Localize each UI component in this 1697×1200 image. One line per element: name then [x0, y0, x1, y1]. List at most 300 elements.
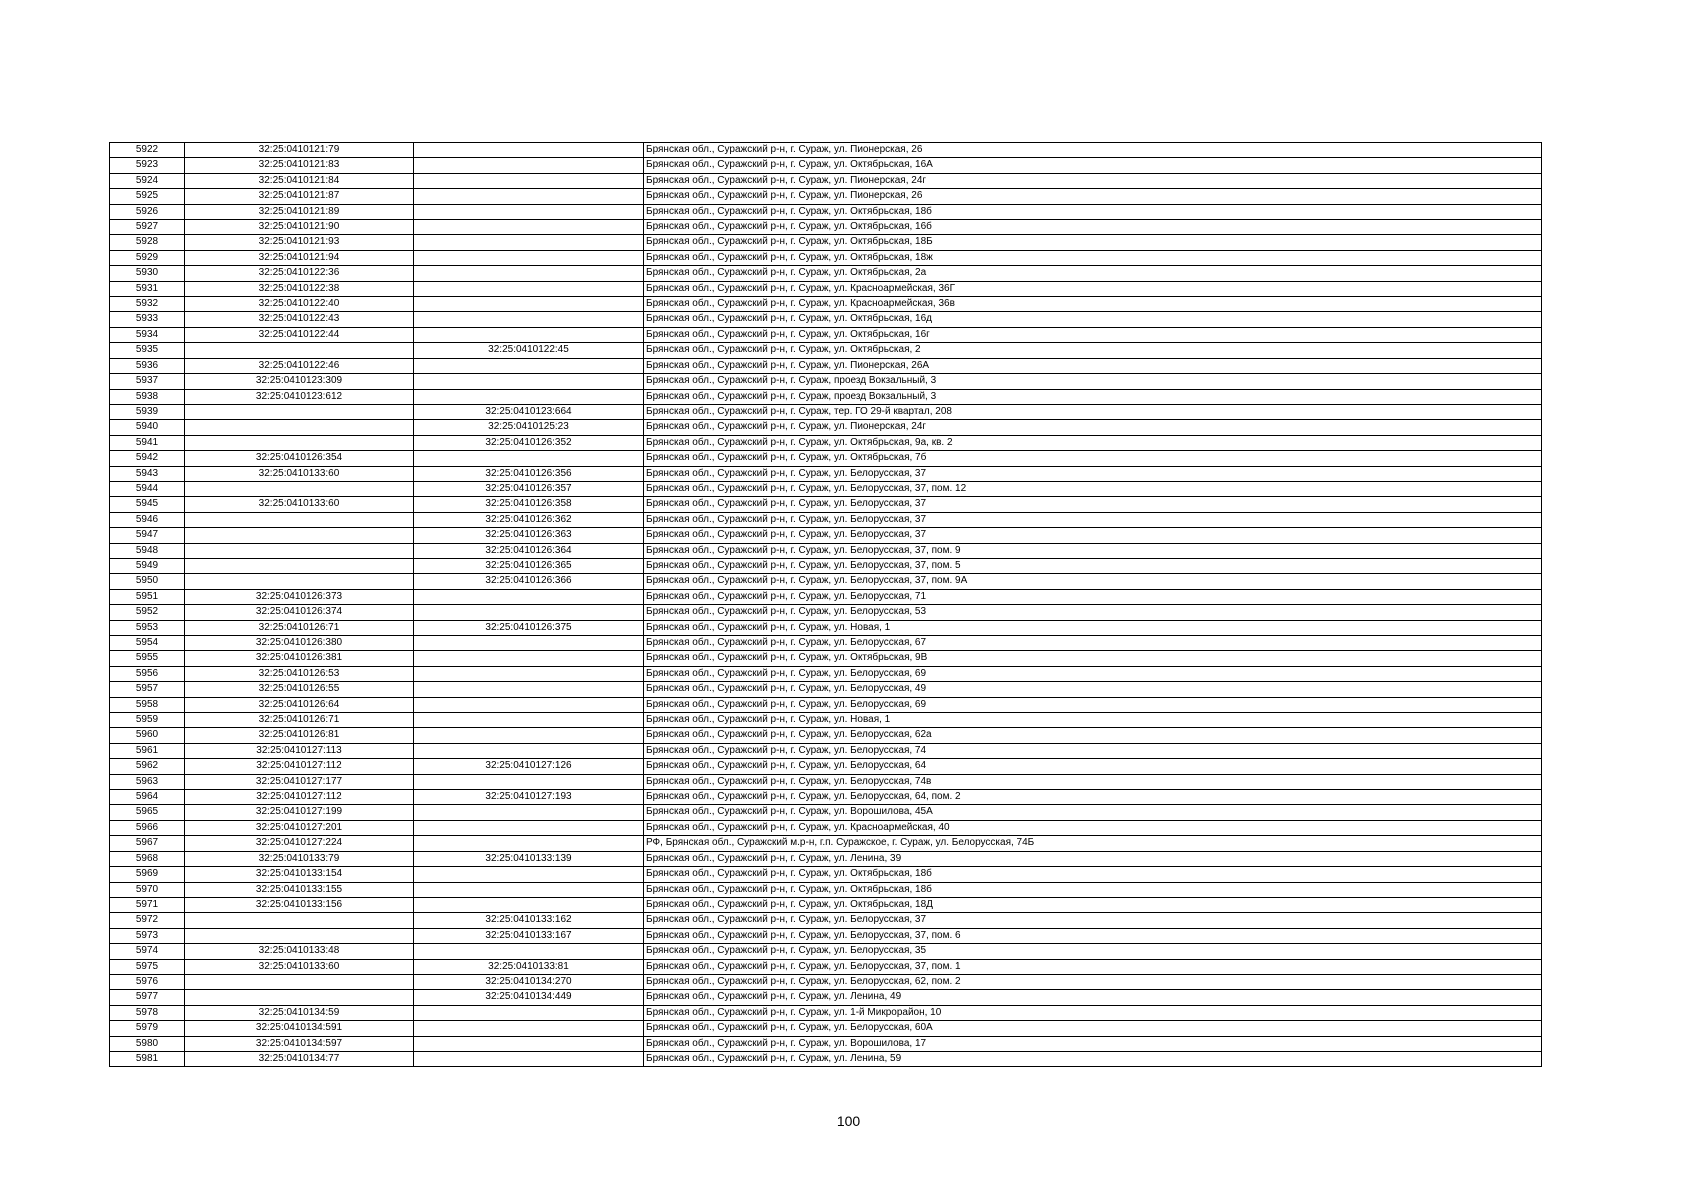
table-row — [110, 805, 1542, 820]
cadastral-number-cell: 32:25:0410121:93 — [185, 235, 414, 250]
cadastral-number-cell: 32:25:0410127:199 — [185, 805, 414, 820]
linked-cadastral-number-cell — [414, 250, 644, 265]
cadastral-number-cell — [185, 420, 414, 435]
cadastral-number-cell — [185, 435, 414, 450]
table-row — [110, 158, 1542, 173]
table-row — [110, 543, 1542, 558]
table-row — [110, 481, 1542, 496]
row-number-cell: 5937 — [110, 374, 185, 389]
linked-cadastral-number-cell: 32:25:0410126:357 — [414, 481, 644, 496]
address-cell: Брянская обл., Суражский р-н, г. Сураж, ул. Ленина, 49 — [644, 990, 1542, 1005]
table-row — [110, 1036, 1542, 1051]
linked-cadastral-number-cell: 32:25:0410126:356 — [414, 466, 644, 481]
table-row — [110, 759, 1542, 774]
table-body — [110, 143, 1542, 1067]
table-row — [110, 374, 1542, 389]
linked-cadastral-number-cell: 32:25:0410123:664 — [414, 404, 644, 419]
linked-cadastral-number-cell: 32:25:0410126:362 — [414, 512, 644, 527]
linked-cadastral-number-cell — [414, 697, 644, 712]
row-number-cell: 5929 — [110, 250, 185, 265]
linked-cadastral-number-cell — [414, 774, 644, 789]
row-number-cell: 5946 — [110, 512, 185, 527]
row-number-cell: 5956 — [110, 666, 185, 681]
linked-cadastral-number-cell: 32:25:0410126:366 — [414, 574, 644, 589]
address-cell: Брянская обл., Суражский р-н, г. Сураж, ул. Ленина, 59 — [644, 1051, 1542, 1066]
address-cell: Брянская обл., Суражский р-н, г. Сураж, ул. Белорусская, 64 — [644, 759, 1542, 774]
address-cell: Брянская обл., Суражский р-н, г. Сураж, ул. 1-й Микрорайон, 10 — [644, 1005, 1542, 1020]
row-number-cell: 5953 — [110, 620, 185, 635]
table-row — [110, 974, 1542, 989]
linked-cadastral-number-cell — [414, 173, 644, 188]
address-cell: Брянская обл., Суражский р-н, г. Сураж, ул. Ленина, 39 — [644, 851, 1542, 866]
row-number-cell: 5936 — [110, 358, 185, 373]
address-cell: Брянская обл., Суражский р-н, г. Сураж, ул. Белорусская, 71 — [644, 589, 1542, 604]
table-row — [110, 666, 1542, 681]
row-number-cell: 5932 — [110, 297, 185, 312]
linked-cadastral-number-cell: 32:25:0410126:375 — [414, 620, 644, 635]
table-row — [110, 343, 1542, 358]
cadastral-number-cell: 32:25:0410127:177 — [185, 774, 414, 789]
address-cell: Брянская обл., Суражский р-н, г. Сураж, ул. Белорусская, 37 — [644, 528, 1542, 543]
cadastral-number-cell — [185, 913, 414, 928]
row-number-cell: 5971 — [110, 897, 185, 912]
table-row — [110, 959, 1542, 974]
cadastral-number-cell — [185, 404, 414, 419]
linked-cadastral-number-cell: 32:25:0410122:45 — [414, 343, 644, 358]
table-row — [110, 173, 1542, 188]
linked-cadastral-number-cell — [414, 805, 644, 820]
address-cell: Брянская обл., Суражский р-н, г. Сураж, ул. Белорусская, 74в — [644, 774, 1542, 789]
cadastral-number-cell: 32:25:0410133:154 — [185, 867, 414, 882]
address-cell: Брянская обл., Суражский р-н, г. Сураж, ул. Белорусская, 62а — [644, 728, 1542, 743]
table-row — [110, 867, 1542, 882]
row-number-cell: 5951 — [110, 589, 185, 604]
address-cell: Брянская обл., Суражский р-н, г. Сураж, тер. ГО 29-й квартал, 208 — [644, 404, 1542, 419]
linked-cadastral-number-cell: 32:25:0410126:365 — [414, 558, 644, 573]
table-row — [110, 990, 1542, 1005]
table-row — [110, 913, 1542, 928]
table-row — [110, 528, 1542, 543]
row-number-cell: 5980 — [110, 1036, 185, 1051]
table-row — [110, 774, 1542, 789]
address-cell: Брянская обл., Суражский р-н, г. Сураж, ул. Белорусская, 37, пом. 9 — [644, 543, 1542, 558]
row-number-cell: 5981 — [110, 1051, 185, 1066]
linked-cadastral-number-cell — [414, 189, 644, 204]
row-number-cell: 5924 — [110, 173, 185, 188]
cadastral-number-cell: 32:25:0410121:90 — [185, 220, 414, 235]
address-cell: Брянская обл., Суражский р-н, г. Сураж, ул. Белорусская, 69 — [644, 697, 1542, 712]
row-number-cell: 5968 — [110, 851, 185, 866]
table-row — [110, 944, 1542, 959]
address-cell: Брянская обл., Суражский р-н, г. Сураж, ул. Пионерская, 26 — [644, 189, 1542, 204]
linked-cadastral-number-cell — [414, 266, 644, 281]
row-number-cell: 5972 — [110, 913, 185, 928]
table-row — [110, 1021, 1542, 1036]
linked-cadastral-number-cell: 32:25:0410125:23 — [414, 420, 644, 435]
table-row — [110, 743, 1542, 758]
address-cell: Брянская обл., Суражский р-н, г. Сураж, ул. Белорусская, 35 — [644, 944, 1542, 959]
linked-cadastral-number-cell: 32:25:0410133:139 — [414, 851, 644, 866]
linked-cadastral-number-cell: 32:25:0410133:162 — [414, 913, 644, 928]
table-row — [110, 651, 1542, 666]
table-row — [110, 682, 1542, 697]
row-number-cell: 5967 — [110, 836, 185, 851]
row-number-cell: 5977 — [110, 990, 185, 1005]
cadastral-number-cell: 32:25:0410133:79 — [185, 851, 414, 866]
address-cell: Брянская обл., Суражский р-н, г. Сураж, ул. Новая, 1 — [644, 620, 1542, 635]
table-row — [110, 235, 1542, 250]
row-number-cell: 5939 — [110, 404, 185, 419]
cadastral-number-cell — [185, 574, 414, 589]
table-row — [110, 451, 1542, 466]
address-cell: Брянская обл., Суражский р-н, г. Сураж, ул. Октябрьская, 18Д — [644, 897, 1542, 912]
cadastral-number-cell: 32:25:0410126:381 — [185, 651, 414, 666]
table-row — [110, 820, 1542, 835]
row-number-cell: 5963 — [110, 774, 185, 789]
address-cell: Брянская обл., Суражский р-н, г. Сураж, ул. Белорусская, 37, пом. 6 — [644, 928, 1542, 943]
row-number-cell: 5927 — [110, 220, 185, 235]
table-row — [110, 882, 1542, 897]
cadastral-number-cell — [185, 481, 414, 496]
address-cell: Брянская обл., Суражский р-н, г. Сураж, ул. Красноармейская, 40 — [644, 820, 1542, 835]
row-number-cell: 5945 — [110, 497, 185, 512]
cadastral-number-cell: 32:25:0410127:201 — [185, 820, 414, 835]
row-number-cell: 5926 — [110, 204, 185, 219]
cadastral-number-cell: 32:25:0410126:373 — [185, 589, 414, 604]
cadastral-registry-table — [109, 142, 1542, 1067]
cadastral-number-cell: 32:25:0410134:597 — [185, 1036, 414, 1051]
address-cell: РФ, Брянская обл., Суражский м.р-н, г.п. Суражское, г. Сураж, ул. Белорусская, 74Б — [644, 836, 1542, 851]
linked-cadastral-number-cell: 32:25:0410133:81 — [414, 959, 644, 974]
table-row — [110, 389, 1542, 404]
cadastral-number-cell: 32:25:0410122:46 — [185, 358, 414, 373]
cadastral-number-cell — [185, 928, 414, 943]
cadastral-number-cell: 32:25:0410126:354 — [185, 451, 414, 466]
address-cell: Брянская обл., Суражский р-н, г. Сураж, ул. Белорусская, 62, пом. 2 — [644, 974, 1542, 989]
linked-cadastral-number-cell — [414, 867, 644, 882]
row-number-cell: 5935 — [110, 343, 185, 358]
linked-cadastral-number-cell — [414, 235, 644, 250]
row-number-cell: 5947 — [110, 528, 185, 543]
cadastral-number-cell: 32:25:0410133:60 — [185, 959, 414, 974]
row-number-cell: 5922 — [110, 143, 185, 158]
cadastral-number-cell: 32:25:0410122:36 — [185, 266, 414, 281]
table-row — [110, 589, 1542, 604]
table-row — [110, 189, 1542, 204]
cadastral-number-cell: 32:25:0410122:40 — [185, 297, 414, 312]
address-cell: Брянская обл., Суражский р-н, г. Сураж, ул. Белорусская, 69 — [644, 666, 1542, 681]
address-cell: Брянская обл., Суражский р-н, г. Сураж, ул. Ворошилова, 17 — [644, 1036, 1542, 1051]
table-row — [110, 220, 1542, 235]
cadastral-number-cell: 32:25:0410122:43 — [185, 312, 414, 327]
address-cell: Брянская обл., Суражский р-н, г. Сураж, ул. Октябрьская, 18б — [644, 867, 1542, 882]
table-row — [110, 404, 1542, 419]
cadastral-number-cell: 32:25:0410121:83 — [185, 158, 414, 173]
row-number-cell: 5930 — [110, 266, 185, 281]
cadastral-number-cell: 32:25:0410134:59 — [185, 1005, 414, 1020]
cadastral-number-cell: 32:25:0410126:71 — [185, 620, 414, 635]
row-number-cell: 5978 — [110, 1005, 185, 1020]
row-number-cell: 5970 — [110, 882, 185, 897]
linked-cadastral-number-cell — [414, 220, 644, 235]
cadastral-number-cell: 32:25:0410121:84 — [185, 173, 414, 188]
row-number-cell: 5923 — [110, 158, 185, 173]
row-number-cell: 5957 — [110, 682, 185, 697]
linked-cadastral-number-cell: 32:25:0410134:270 — [414, 974, 644, 989]
address-cell: Брянская обл., Суражский р-н, г. Сураж, ул. Белорусская, 74 — [644, 743, 1542, 758]
table-row — [110, 697, 1542, 712]
table-row — [110, 143, 1542, 158]
cadastral-number-cell: 32:25:0410126:380 — [185, 636, 414, 651]
linked-cadastral-number-cell — [414, 389, 644, 404]
cadastral-number-cell: 32:25:0410126:71 — [185, 713, 414, 728]
linked-cadastral-number-cell — [414, 897, 644, 912]
linked-cadastral-number-cell: 32:25:0410126:352 — [414, 435, 644, 450]
linked-cadastral-number-cell — [414, 312, 644, 327]
address-cell: Брянская обл., Суражский р-н, г. Сураж, ул. Белорусская, 37 — [644, 497, 1542, 512]
address-cell: Брянская обл., Суражский р-н, г. Сураж, ул. Октябрьская, 2а — [644, 266, 1542, 281]
address-cell: Брянская обл., Суражский р-н, г. Сураж, ул. Белорусская, 67 — [644, 636, 1542, 651]
table-row — [110, 790, 1542, 805]
linked-cadastral-number-cell — [414, 743, 644, 758]
cadastral-number-cell: 32:25:0410127:112 — [185, 759, 414, 774]
cadastral-number-cell: 32:25:0410122:38 — [185, 281, 414, 296]
table-row — [110, 281, 1542, 296]
cadastral-number-cell — [185, 512, 414, 527]
cadastral-number-cell — [185, 558, 414, 573]
linked-cadastral-number-cell — [414, 944, 644, 959]
cadastral-number-cell — [185, 343, 414, 358]
linked-cadastral-number-cell — [414, 451, 644, 466]
linked-cadastral-number-cell — [414, 1051, 644, 1066]
cadastral-number-cell: 32:25:0410126:374 — [185, 605, 414, 620]
row-number-cell: 5959 — [110, 713, 185, 728]
cadastral-number-cell: 32:25:0410121:94 — [185, 250, 414, 265]
linked-cadastral-number-cell: 32:25:0410126:363 — [414, 528, 644, 543]
cadastral-number-cell: 32:25:0410126:53 — [185, 666, 414, 681]
linked-cadastral-number-cell — [414, 143, 644, 158]
row-number-cell: 5962 — [110, 759, 185, 774]
row-number-cell: 5952 — [110, 605, 185, 620]
row-number-cell: 5944 — [110, 481, 185, 496]
address-cell: Брянская обл., Суражский р-н, г. Сураж, ул. Октябрьская, 18б — [644, 204, 1542, 219]
address-cell: Брянская обл., Суражский р-н, г. Сураж, ул. Белорусская, 64, пом. 2 — [644, 790, 1542, 805]
cadastral-number-cell: 32:25:0410134:77 — [185, 1051, 414, 1066]
linked-cadastral-number-cell — [414, 713, 644, 728]
cadastral-number-cell: 32:25:0410133:156 — [185, 897, 414, 912]
table-row — [110, 250, 1542, 265]
row-number-cell: 5949 — [110, 558, 185, 573]
cadastral-number-cell: 32:25:0410133:155 — [185, 882, 414, 897]
row-number-cell: 5933 — [110, 312, 185, 327]
row-number-cell: 5938 — [110, 389, 185, 404]
cadastral-number-cell: 32:25:0410121:87 — [185, 189, 414, 204]
linked-cadastral-number-cell — [414, 728, 644, 743]
linked-cadastral-number-cell — [414, 158, 644, 173]
cadastral-number-cell: 32:25:0410122:44 — [185, 327, 414, 342]
linked-cadastral-number-cell — [414, 1021, 644, 1036]
linked-cadastral-number-cell — [414, 605, 644, 620]
row-number-cell: 5964 — [110, 790, 185, 805]
linked-cadastral-number-cell — [414, 358, 644, 373]
table-row — [110, 558, 1542, 573]
address-cell: Брянская обл., Суражский р-н, г. Сураж, ул. Октябрьская, 18ж — [644, 250, 1542, 265]
table-row — [110, 605, 1542, 620]
table-row — [110, 312, 1542, 327]
row-number-cell: 5931 — [110, 281, 185, 296]
linked-cadastral-number-cell — [414, 204, 644, 219]
cadastral-number-cell: 32:25:0410126:64 — [185, 697, 414, 712]
address-cell: Брянская обл., Суражский р-н, г. Сураж, ул. Белорусская, 37 — [644, 466, 1542, 481]
address-cell: Брянская обл., Суражский р-н, г. Сураж, ул. Ворошилова, 45А — [644, 805, 1542, 820]
linked-cadastral-number-cell — [414, 1005, 644, 1020]
linked-cadastral-number-cell — [414, 589, 644, 604]
address-cell: Брянская обл., Суражский р-н, г. Сураж, ул. Октябрьская, 16б — [644, 220, 1542, 235]
table-row — [110, 636, 1542, 651]
cadastral-number-cell — [185, 543, 414, 558]
row-number-cell: 5965 — [110, 805, 185, 820]
row-number-cell: 5975 — [110, 959, 185, 974]
address-cell: Брянская обл., Суражский р-н, г. Сураж, ул. Белорусская, 49 — [644, 682, 1542, 697]
table-row — [110, 512, 1542, 527]
address-cell: Брянская обл., Суражский р-н, г. Сураж, проезд Вокзальный, 3 — [644, 389, 1542, 404]
row-number-cell: 5948 — [110, 543, 185, 558]
address-cell: Брянская обл., Суражский р-н, г. Сураж, ул. Октябрьская, 18Б — [644, 235, 1542, 250]
address-cell: Брянская обл., Суражский р-н, г. Сураж, ул. Пионерская, 24г — [644, 173, 1542, 188]
row-number-cell: 5928 — [110, 235, 185, 250]
table-row — [110, 1051, 1542, 1066]
table-row — [110, 358, 1542, 373]
table-row — [110, 713, 1542, 728]
linked-cadastral-number-cell: 32:25:0410127:126 — [414, 759, 644, 774]
row-number-cell: 5934 — [110, 327, 185, 342]
linked-cadastral-number-cell — [414, 820, 644, 835]
linked-cadastral-number-cell: 32:25:0410126:364 — [414, 543, 644, 558]
linked-cadastral-number-cell: 32:25:0410134:449 — [414, 990, 644, 1005]
table-row — [110, 728, 1542, 743]
address-cell: Брянская обл., Суражский р-н, г. Сураж, ул. Новая, 1 — [644, 713, 1542, 728]
table-row — [110, 928, 1542, 943]
cadastral-number-cell — [185, 974, 414, 989]
cadastral-number-cell — [185, 528, 414, 543]
cadastral-number-cell: 32:25:0410126:55 — [185, 682, 414, 697]
table-row — [110, 204, 1542, 219]
cadastral-number-cell: 32:25:0410121:79 — [185, 143, 414, 158]
linked-cadastral-number-cell: 32:25:0410126:358 — [414, 497, 644, 512]
address-cell: Брянская обл., Суражский р-н, г. Сураж, ул. Белорусская, 37 — [644, 913, 1542, 928]
address-cell: Брянская обл., Суражский р-н, г. Сураж, ул. Октябрьская, 7б — [644, 451, 1542, 466]
address-cell: Брянская обл., Суражский р-н, г. Сураж, проезд Вокзальный, 3 — [644, 374, 1542, 389]
cadastral-number-cell — [185, 990, 414, 1005]
table-row — [110, 420, 1542, 435]
cadastral-number-cell: 32:25:0410121:89 — [185, 204, 414, 219]
cadastral-number-cell: 32:25:0410123:612 — [185, 389, 414, 404]
address-cell: Брянская обл., Суражский р-н, г. Сураж, ул. Пионерская, 24г — [644, 420, 1542, 435]
table-row — [110, 266, 1542, 281]
row-number-cell: 5966 — [110, 820, 185, 835]
linked-cadastral-number-cell — [414, 682, 644, 697]
row-number-cell: 5954 — [110, 636, 185, 651]
row-number-cell: 5958 — [110, 697, 185, 712]
address-cell: Брянская обл., Суражский р-н, г. Сураж, ул. Октябрьская, 16д — [644, 312, 1542, 327]
cadastral-number-cell: 32:25:0410126:81 — [185, 728, 414, 743]
linked-cadastral-number-cell — [414, 297, 644, 312]
linked-cadastral-number-cell — [414, 651, 644, 666]
row-number-cell: 5969 — [110, 867, 185, 882]
address-cell: Брянская обл., Суражский р-н, г. Сураж, ул. Белорусская, 37, пом. 1 — [644, 959, 1542, 974]
row-number-cell: 5950 — [110, 574, 185, 589]
address-cell: Брянская обл., Суражский р-н, г. Сураж, ул. Пионерская, 26 — [644, 143, 1542, 158]
cadastral-number-cell: 32:25:0410133:60 — [185, 466, 414, 481]
linked-cadastral-number-cell — [414, 666, 644, 681]
row-number-cell: 5925 — [110, 189, 185, 204]
linked-cadastral-number-cell — [414, 882, 644, 897]
linked-cadastral-number-cell: 32:25:0410133:167 — [414, 928, 644, 943]
table-row — [110, 1005, 1542, 1020]
table-row — [110, 435, 1542, 450]
row-number-cell: 5960 — [110, 728, 185, 743]
cadastral-number-cell: 32:25:0410127:113 — [185, 743, 414, 758]
linked-cadastral-number-cell — [414, 1036, 644, 1051]
cadastral-number-cell: 32:25:0410127:224 — [185, 836, 414, 851]
cadastral-number-cell: 32:25:0410123:309 — [185, 374, 414, 389]
linked-cadastral-number-cell — [414, 374, 644, 389]
cadastral-number-cell: 32:25:0410133:60 — [185, 497, 414, 512]
table-row — [110, 297, 1542, 312]
address-cell: Брянская обл., Суражский р-н, г. Сураж, ул. Белорусская, 60А — [644, 1021, 1542, 1036]
linked-cadastral-number-cell — [414, 636, 644, 651]
table-row — [110, 466, 1542, 481]
row-number-cell: 5942 — [110, 451, 185, 466]
table-row — [110, 851, 1542, 866]
address-cell: Брянская обл., Суражский р-н, г. Сураж, ул. Белорусская, 37, пом. 9А — [644, 574, 1542, 589]
row-number-cell: 5941 — [110, 435, 185, 450]
table-row — [110, 620, 1542, 635]
address-cell: Брянская обл., Суражский р-н, г. Сураж, ул. Октябрьская, 9В — [644, 651, 1542, 666]
address-cell: Брянская обл., Суражский р-н, г. Сураж, ул. Белорусская, 53 — [644, 605, 1542, 620]
address-cell: Брянская обл., Суражский р-н, г. Сураж, ул. Октябрьская, 18б — [644, 882, 1542, 897]
cadastral-number-cell: 32:25:0410133:48 — [185, 944, 414, 959]
address-cell: Брянская обл., Суражский р-н, г. Сураж, ул. Красноармейская, 36Г — [644, 281, 1542, 296]
table-row — [110, 327, 1542, 342]
page-number: 100 — [836, 1113, 861, 1129]
linked-cadastral-number-cell — [414, 281, 644, 296]
address-cell: Брянская обл., Суражский р-н, г. Сураж, ул. Октябрьская, 16г — [644, 327, 1542, 342]
table-row — [110, 574, 1542, 589]
cadastral-number-cell: 32:25:0410127:112 — [185, 790, 414, 805]
row-number-cell: 5974 — [110, 944, 185, 959]
address-cell: Брянская обл., Суражский р-н, г. Сураж, ул. Белорусская, 37, пом. 5 — [644, 558, 1542, 573]
row-number-cell: 5973 — [110, 928, 185, 943]
address-cell: Брянская обл., Суражский р-н, г. Сураж, ул. Октябрьская, 16А — [644, 158, 1542, 173]
linked-cadastral-number-cell: 32:25:0410127:193 — [414, 790, 644, 805]
row-number-cell: 5976 — [110, 974, 185, 989]
row-number-cell: 5943 — [110, 466, 185, 481]
linked-cadastral-number-cell — [414, 327, 644, 342]
address-cell: Брянская обл., Суражский р-н, г. Сураж, ул. Белорусская, 37 — [644, 512, 1542, 527]
address-cell: Брянская обл., Суражский р-н, г. Сураж, ул. Октябрьская, 2 — [644, 343, 1542, 358]
table-row — [110, 836, 1542, 851]
row-number-cell: 5961 — [110, 743, 185, 758]
linked-cadastral-number-cell — [414, 836, 644, 851]
address-cell: Брянская обл., Суражский р-н, г. Сураж, ул. Октябрьская, 9а, кв. 2 — [644, 435, 1542, 450]
row-number-cell: 5940 — [110, 420, 185, 435]
table-row — [110, 897, 1542, 912]
address-cell: Брянская обл., Суражский р-н, г. Сураж, ул. Белорусская, 37, пом. 12 — [644, 481, 1542, 496]
row-number-cell: 5979 — [110, 1021, 185, 1036]
table-row — [110, 497, 1542, 512]
address-cell: Брянская обл., Суражский р-н, г. Сураж, ул. Красноармейская, 36в — [644, 297, 1542, 312]
